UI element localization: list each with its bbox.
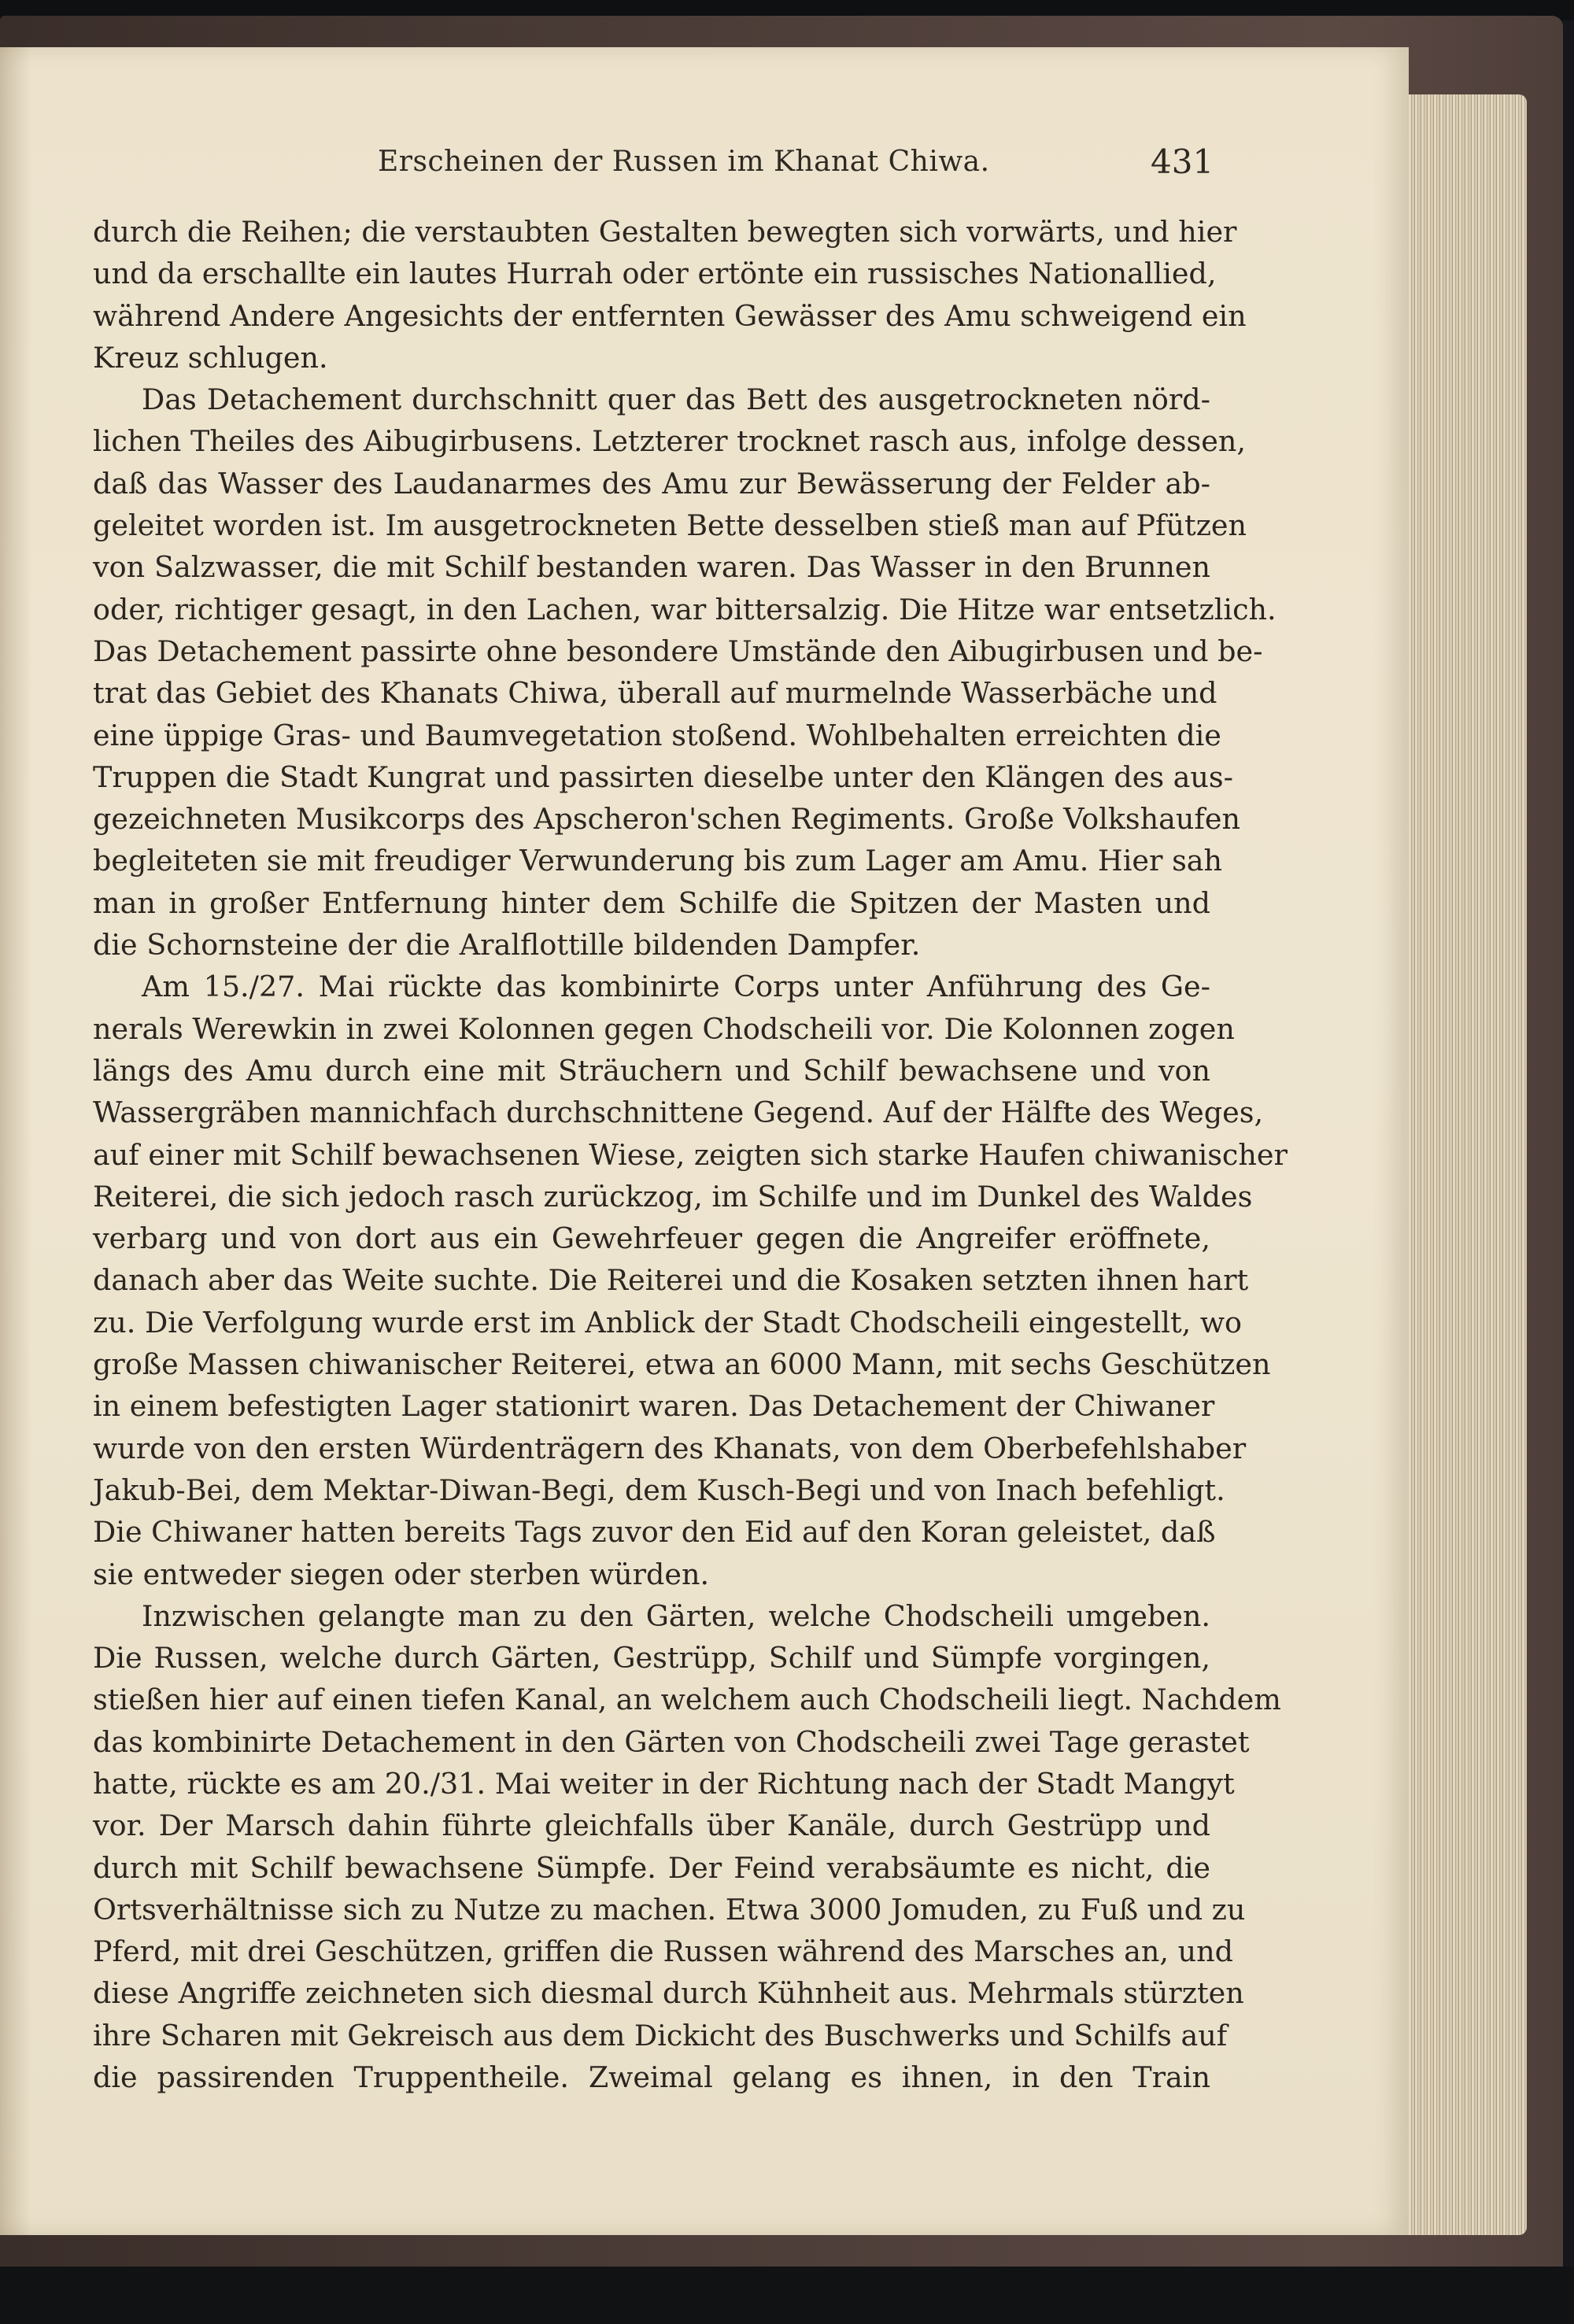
text-line: durch mit Schilf bewachsene Sümpfe. Der Feind verabsäumte es nicht, die [93, 1850, 1210, 1885]
text-line: eine üppige Gras- und Baumvegetation stoßend. Wohlbehalten erreichten die [93, 718, 1221, 752]
text-line: lichen Theiles des Aibugirbusens. Letzterer trocknet rasch aus, infolge dessen, [93, 424, 1246, 459]
text-line: gezeichneten Musikcorps des Apscheron'schen Regiments. Große Volkshaufen [93, 802, 1241, 837]
text-line: Inzwischen gelangte man zu den Gärten, welche Chodscheili umgeben. [142, 1598, 1210, 1633]
text-line: Wassergräben mannichfach durchschnittene Gegend. Auf der Hälfte des Weges, [93, 1095, 1264, 1130]
text-line: begleiteten sie mit freudiger Verwunderung bis zum Lager am Amu. Hier sah [93, 844, 1223, 878]
text-line: durch die Reihen; die verstaubten Gestalten bewegten sich vorwärts, und hier [93, 215, 1237, 249]
text-line: Jakub-Bei, dem Mektar-Diwan-Begi, dem Kusch-Begi und von Inach befehligt. [93, 1472, 1225, 1507]
text-line: große Massen chiwanischer Reiterei, etwa an 6000 Mann, mit sechs Geschützen [93, 1347, 1271, 1382]
text-line: oder, richtiger gesagt, in den Lachen, war bittersalzig. Die Hitze war entsetzlich. [93, 592, 1277, 626]
text-line: Die Chiwaner hatten bereits Tags zuvor den Eid auf den Koran geleistet, daß [93, 1515, 1216, 1550]
page-number: 431 [1151, 142, 1214, 181]
running-head [0, 142, 1214, 193]
text-line: längs des Amu durch eine mit Sträuchern und Schilf bewachsene und von [93, 1053, 1210, 1088]
running-title: Erscheinen der Russen im Khanat Chiwa. [378, 146, 990, 178]
page-edges [1409, 94, 1527, 2235]
text-line: vor. Der Marsch dahin führte gleichfalls über Kanäle, durch Gestrüpp und [93, 1809, 1210, 1843]
text-line: Pferd, mit drei Geschützen, griffen die Russen während des Marsches an, und [93, 1934, 1234, 1969]
text-line: trat das Gebiet des Khanats Chiwa, überall auf murmelnde Wasserbäche und [93, 676, 1217, 711]
text-line: man in großer Entfernung hinter dem Schilfe die Spitzen der Masten und [93, 885, 1210, 920]
gutter-shadow [0, 47, 31, 2235]
text-line: wurde von den ersten Würdenträgern des Khanats, von dem Oberbefehlshaber [93, 1431, 1247, 1465]
text-line: Das Detachement passirte ohne besondere Umstände den Aibugirbusen und be- [93, 634, 1263, 668]
text-line: die passirenden Truppentheile. Zweimal gelang es ihnen, in den Train [93, 2060, 1210, 2095]
text-line: Am 15./27. Mai rückte das kombinirte Corps unter Anführung des Ge- [142, 970, 1210, 1004]
text-line: danach aber das Weite suchte. Die Reiterei und die Kosaken setzten ihnen hart [93, 1263, 1249, 1298]
text-line: Das Detachement durchschnitt quer das Bett des ausgetrockneten nörd- [142, 382, 1210, 417]
text-line: sie entweder siegen oder sterben würden. [93, 1557, 710, 1591]
text-line: auf einer mit Schilf bewachsenen Wiese, zeigten sich starke Haufen chiwanischer [93, 1137, 1288, 1172]
text-line: und da erschallte ein lautes Hurrah oder ertönte ein russisches Nationallied, [93, 257, 1217, 291]
text-line: Kreuz schlugen. [93, 340, 328, 375]
text-line: das kombinirte Detachement in den Gärten von Chodscheili zwei Tage gerastet [93, 1724, 1250, 1759]
text-line: die Schornsteine der die Aralflottille bildenden Dampfer. [93, 928, 921, 962]
text-line: von Salzwasser, die mit Schilf bestanden waren. Das Wasser in den Brunnen [93, 550, 1210, 585]
text-line: diese Angriffe zeichneten sich diesmal durch Kühnheit aus. Mehrmals stürzten [93, 1976, 1244, 2011]
text-line: ihre Scharen mit Gekreisch aus dem Dickicht des Buschwerks und Schilfs auf [93, 2018, 1228, 2052]
text-line: Ortsverhältnisse sich zu Nutze zu machen. Etwa 3000 Jomuden, zu Fuß und zu [93, 1892, 1246, 1927]
text-line: während Andere Angesichts der entfernten Gewässer des Amu schweigend ein [93, 298, 1247, 333]
background-bottom [0, 2267, 1574, 2324]
text-line: stießen hier auf einen tiefen Kanal, an welchem auch Chodscheili liegt. Nachdem [93, 1683, 1281, 1717]
text-line: nerals Werewkin in zwei Kolonnen gegen Chodscheili vor. Die Kolonnen zogen [93, 1011, 1235, 1046]
text-line: daß das Wasser des Laudanarmes des Amu zur Bewässerung der Felder ab- [93, 466, 1210, 501]
text-line: Truppen die Stadt Kungrat und passirten dieselbe unter den Klängen des aus- [93, 759, 1233, 794]
text-line: in einem befestigten Lager stationirt waren. Das Detachement der Chiwaner [93, 1389, 1215, 1424]
text-line: zu. Die Verfolgung wurde erst im Anblick der Stadt Chodscheili eingestellt, wo [93, 1305, 1243, 1339]
text-line: geleitet worden ist. Im ausgetrockneten Bette desselben stieß man auf Pfützen [93, 508, 1247, 543]
body-text [93, 211, 1288, 2098]
text-line: Die Russen, welche durch Gärten, Gestrüpp, Schilf und Sümpfe vorgingen, [93, 1641, 1210, 1676]
text-line: Reiterei, die sich jedoch rasch zurückzog, im Schilfe und im Dunkel des Waldes [93, 1179, 1253, 1214]
text-line: hatte, rückte es am 20./31. Mai weiter in der Richtung nach der Stadt Mangyt [93, 1766, 1235, 1801]
text-line: verbarg und von dort aus ein Gewehrfeuer gegen die Angreifer eröffnete, [93, 1221, 1210, 1256]
